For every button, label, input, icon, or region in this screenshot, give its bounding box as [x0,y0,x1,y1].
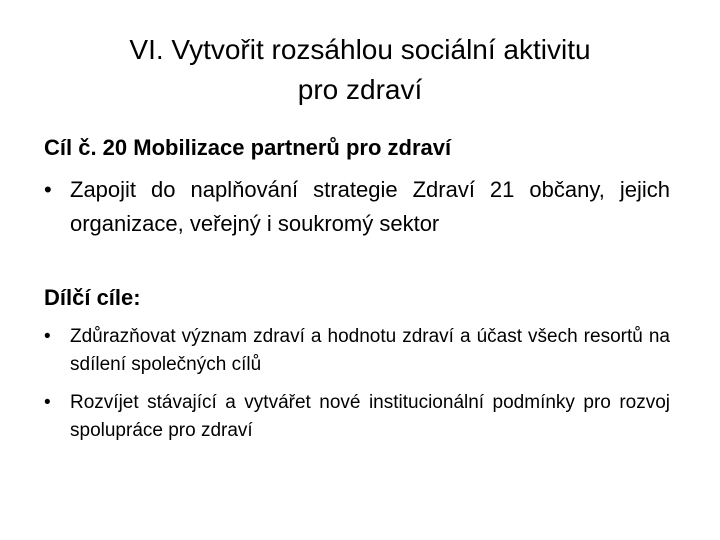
goal-heading: Cíl č. 20 Mobilizace partnerů pro zdraví [44,135,452,160]
bullet-icon: • [44,392,51,413]
slide-title-line-1: VI. Vytvořit rozsáhlou sociální aktivitu [129,34,591,65]
goal-bullet [44,173,670,241]
bullet-icon: • [44,177,52,202]
subgoal-text: Rozvíjet stávající a vytvářet nové institucionální podmínky pro rozvoj spolupráce pro zdraví [70,392,670,441]
goal-bullet-text: Zapojit do naplňování strategie Zdraví 21 občany, jejich organizace, veřejný i soukromý sektor [70,177,670,236]
slide-title-line-2: pro zdraví [297,74,423,105]
slide-title [40,30,680,110]
subgoals-heading: Dílčí cíle: [44,285,141,310]
bullet-icon: • [44,326,51,347]
subgoal-text: Zdůrazňovat význam zdraví a hodnotu zdraví a účast všech resortů na sdílení společných cílů [70,326,670,375]
subgoal-item [44,389,670,445]
subgoal-item [44,323,670,379]
